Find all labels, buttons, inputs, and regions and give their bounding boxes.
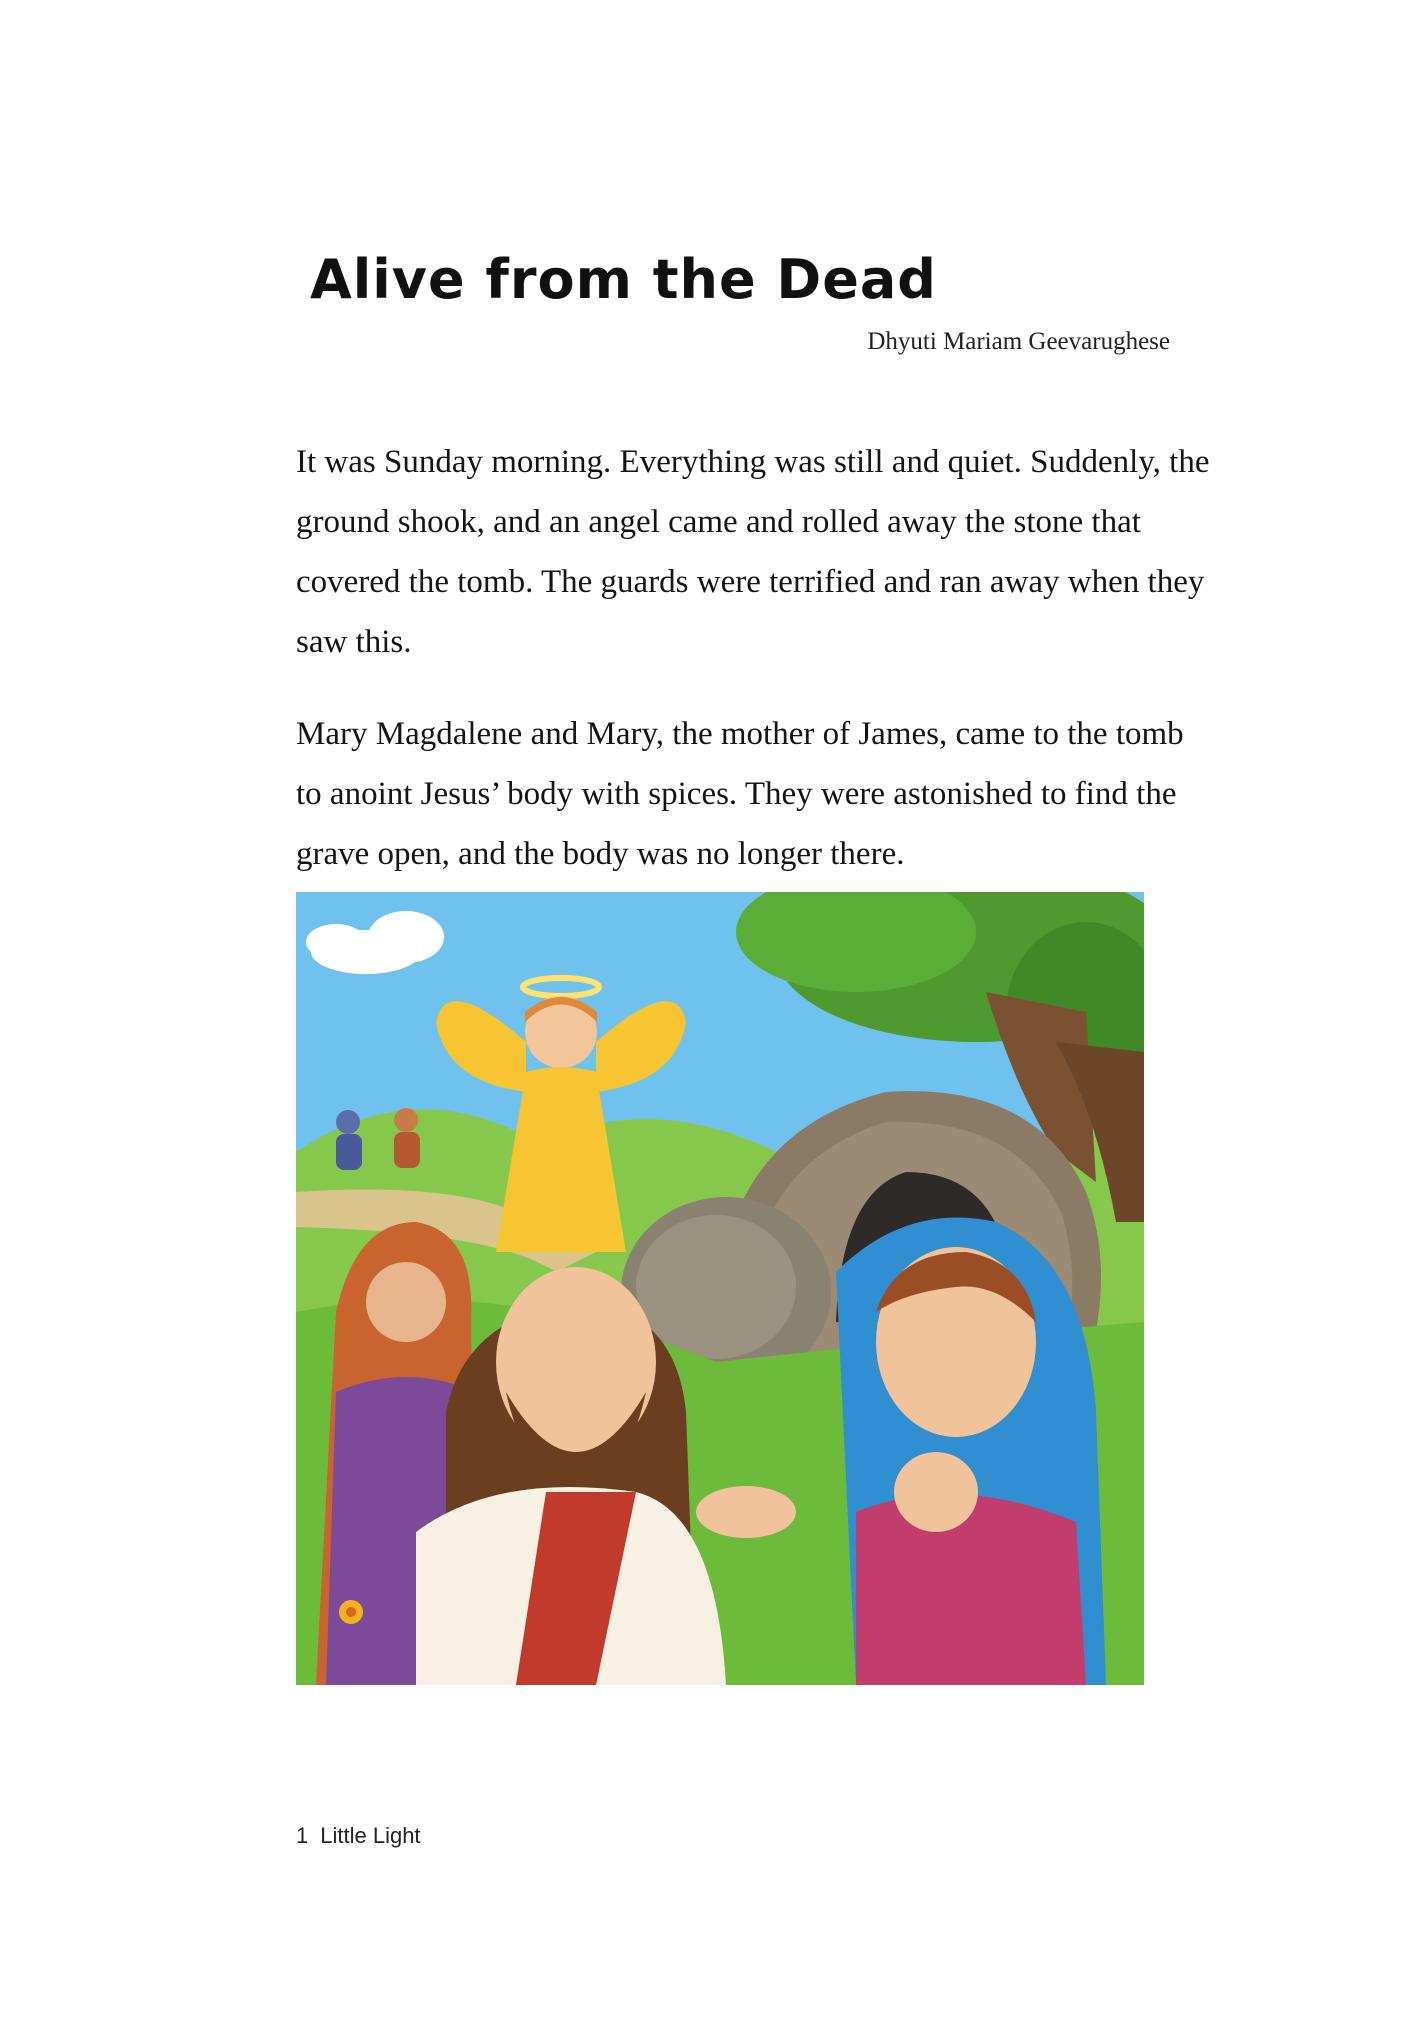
flower	[339, 1600, 363, 1624]
publication-name: Little Light	[320, 1823, 421, 1848]
article-title: Alive from the Dead	[310, 248, 937, 311]
page-footer	[296, 1823, 433, 1849]
resurrection-illustration	[296, 892, 1144, 1685]
page-number: 1	[296, 1823, 309, 1848]
paragraph-1: It was Sunday morning. Everything was still and quiet. Suddenly, the ground shook, and an angel came and rolled away the stone that covered the tomb. The guards were terrified and ran away when they saw this.	[296, 444, 1210, 660]
author-byline: Dhyuti Mariam Geevarughese	[867, 328, 1170, 355]
paragraph-2: Mary Magdalene and Mary, the mother of James, came to the tomb to anoint Jesus’ body with spices. They were astonished to find the grave open, and the body was no longer there.	[296, 716, 1184, 872]
